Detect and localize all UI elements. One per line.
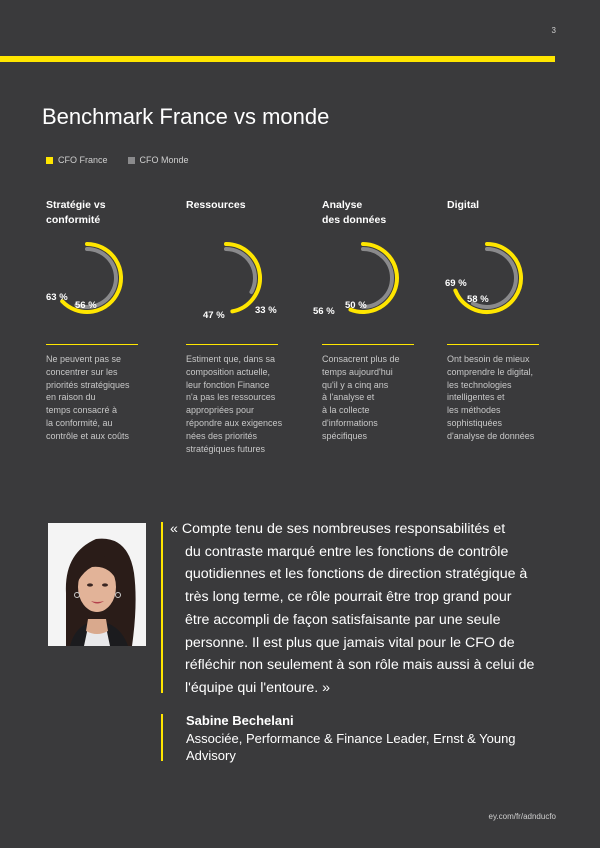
- benchmark-column-digital: [447, 198, 562, 330]
- column-divider: [46, 344, 138, 345]
- column-description: [186, 353, 306, 455]
- description-line: les méthodes: [447, 405, 501, 416]
- description-line: d'analyse de données: [447, 430, 535, 441]
- description-line: les technologies: [447, 379, 512, 390]
- column-title-line1: Stratégie vs: [46, 199, 106, 211]
- description-line: concentrer sur les: [46, 366, 118, 377]
- column-description: [322, 353, 442, 443]
- quote-line: réfléchir non seulement à son rôle mais aussi à celui de: [185, 657, 535, 674]
- footer-link[interactable]: ey.com/fr/adnducfo: [488, 812, 556, 821]
- column-description: [447, 353, 567, 443]
- column-description: [46, 353, 166, 443]
- france-value-label: 63 %: [46, 292, 68, 303]
- column-title-line1: Ressources: [186, 199, 246, 211]
- donut-chart-svg: [46, 230, 161, 330]
- description-line: stratégiques futures: [186, 443, 266, 454]
- column-title-line2: conformité: [46, 214, 101, 226]
- column-title: [322, 198, 437, 230]
- donut-chart-svg: [322, 230, 437, 330]
- description-line: Consacrent plus de: [322, 354, 400, 364]
- author-role: Associée, Performance & Finance Leader, Ernst & Young: [186, 731, 516, 746]
- column-title: [46, 198, 161, 230]
- column-title: [447, 198, 562, 230]
- benchmark-column-ressources: [186, 198, 301, 330]
- description-line: répondre aux exigences: [186, 417, 283, 428]
- quote-block: [170, 518, 548, 700]
- description-line: Ne peuvent pas se: [46, 354, 122, 364]
- portrait-photo: [48, 523, 146, 646]
- legend-item-monde: [128, 155, 189, 165]
- monde-value-label: 58 %: [467, 294, 489, 305]
- page-number: 3: [551, 26, 556, 35]
- legend-swatch-france: [46, 157, 53, 164]
- column-title-line1: Digital: [447, 199, 480, 211]
- description-line: à l'analyse et: [322, 392, 375, 403]
- legend-label-monde: CFO Monde: [139, 155, 189, 165]
- donut-chart: [46, 230, 161, 330]
- benchmark-column-strategie: [46, 198, 161, 330]
- column-title-line1: Analyse: [322, 199, 363, 211]
- donut-chart: [186, 230, 301, 330]
- chart-legend: [46, 155, 189, 165]
- description-line: à la collecte: [322, 405, 370, 416]
- description-line: spécifiques: [322, 430, 368, 441]
- donut-chart: [313, 230, 437, 330]
- quote-line: quotidiennes et les fonctions de direction stratégique à: [185, 566, 528, 583]
- quote-line: « Compte tenu de ses nombreuses responsabilités et: [170, 521, 506, 537]
- monde-value-label: 33 %: [255, 305, 277, 316]
- quote-line: très long terme, ce rôle pourrait être trop grand pour: [185, 589, 512, 606]
- description-line: leur fonction Finance: [186, 379, 270, 390]
- author-name: Sabine Bechelani: [186, 713, 294, 728]
- legend-item-france: [46, 155, 108, 165]
- legend-swatch-monde: [128, 157, 135, 164]
- description-line: comprendre le digital,: [447, 366, 534, 377]
- legend-label-france: CFO France: [58, 155, 108, 165]
- page-title: Benchmark France vs monde: [42, 104, 330, 129]
- description-line: n'a pas les ressources: [186, 392, 276, 403]
- description-line: qu'il y a cinq ans: [322, 379, 389, 390]
- description-line: nées des priorités: [186, 430, 258, 441]
- column-title: [186, 198, 301, 230]
- description-line: temps aujourd'hui: [322, 366, 393, 377]
- description-line: temps consacré à: [46, 405, 118, 416]
- column-divider: [186, 344, 278, 345]
- description-line: contrôle et aux coûts: [46, 430, 130, 441]
- benchmark-column-analyse: [313, 198, 437, 330]
- description-line: appropriées pour: [186, 405, 255, 416]
- column-title-line2: des données: [322, 214, 387, 226]
- description-line: Ont besoin de mieux: [447, 354, 530, 364]
- france-value-label: 47 %: [203, 310, 225, 321]
- monde-arc: [76, 249, 116, 307]
- france-value-label: 56 %: [313, 306, 335, 317]
- author-role-continued: Advisory: [186, 748, 236, 763]
- quote-line: l'équipe qui l'entoure. »: [185, 679, 331, 696]
- description-line: la conformité, au: [46, 417, 113, 428]
- quote-line: être accompli de façon satisfaisante par une seule: [185, 611, 501, 628]
- monde-arc: [363, 249, 392, 307]
- quote-line: personne. Il est plus que jamais vital pour le CFO de: [185, 634, 515, 651]
- quote-line: du contraste marqué entre les fonctions de contrôle: [185, 543, 509, 560]
- portrait-illustration: [48, 523, 146, 646]
- description-line: Estiment que, dans sa: [186, 354, 276, 364]
- description-line: d'informations: [322, 417, 378, 428]
- author-accent-bar: [161, 714, 163, 761]
- description-line: composition actuelle,: [186, 366, 271, 377]
- monde-value-label: 56 %: [75, 300, 97, 311]
- monde-value-label: 50 %: [345, 300, 367, 311]
- column-divider: [447, 344, 539, 345]
- quote-author: [186, 712, 516, 764]
- description-line: intelligentes et: [447, 392, 505, 403]
- description-line: en raison du: [46, 392, 96, 403]
- top-accent-bar: [0, 56, 555, 62]
- description-line: sophistiquées: [447, 417, 503, 428]
- quote-accent-bar: [161, 522, 163, 693]
- column-divider: [322, 344, 414, 345]
- description-line: priorités stratégiques: [46, 379, 130, 390]
- france-value-label: 69 %: [445, 278, 467, 289]
- donut-chart: [447, 230, 562, 330]
